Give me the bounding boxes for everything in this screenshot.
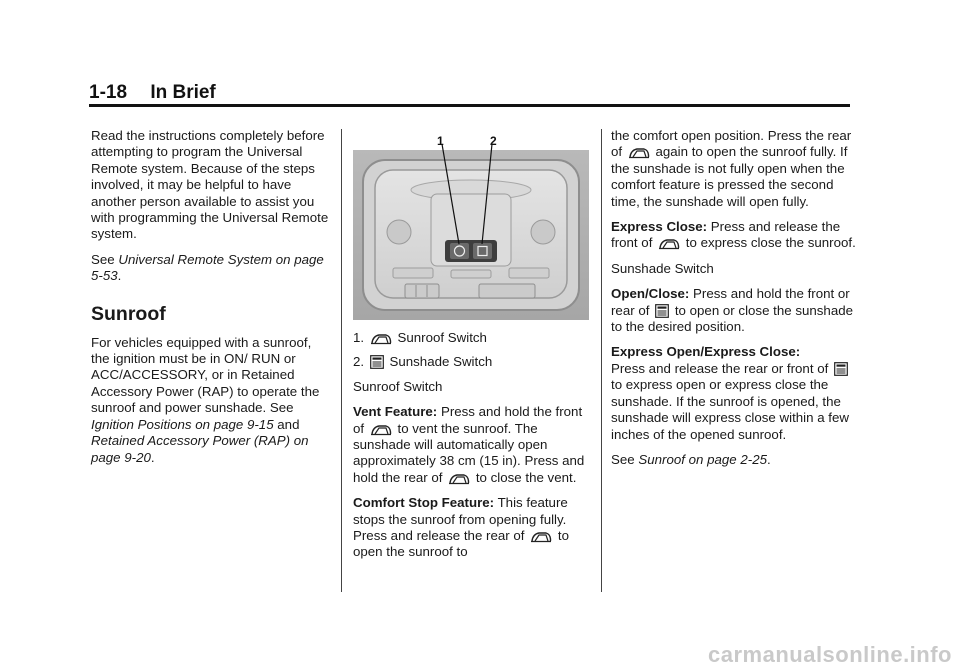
list-item: 2. Sunshade Switch (353, 354, 493, 370)
see-sunroof: See Sunroof on page 2-25. (611, 451, 771, 467)
sunroof-icon (658, 238, 680, 250)
sunshade-icon (655, 304, 669, 318)
paragraph-express-close: Express Close: Press and release the front of to express close the sunroof. (611, 219, 856, 251)
list-item: 1. Sunroof Switch (353, 330, 487, 345)
paragraph-comfort-continued: the comfort open position. Press the rear of again to open the sunroof fully. If the sunshade is not fully open when the comfort feature is pressed the second time, the sunshade will open fully. (611, 128, 852, 209)
sunroof-icon (628, 147, 650, 159)
column-1 (91, 128, 331, 475)
overhead-console-figure (353, 132, 589, 320)
page-header (89, 82, 849, 104)
sunroof-icon (448, 473, 470, 485)
sunroof-icon (370, 333, 392, 345)
header-rule (89, 104, 850, 107)
sunshade-icon (370, 355, 384, 369)
column-3 (611, 128, 856, 477)
see-universal-remote: See Universal Remote System on page 5-53. (91, 251, 324, 284)
watermark: carmanualsonline.info (708, 642, 952, 667)
paragraph-open-close: Open/Close: Press and hold the front or rear of to open or close the sunshade to the desired position. (611, 286, 854, 335)
subheading-sunroof-switch: Sunroof Switch (353, 378, 443, 394)
paragraph-express-open-close: Express Open/Express Close: Press and release the rear or front of to express open or express close the sunshade. If the sunroof is opened, the sunshade will express close within a few inches of the opened sunroof. (611, 344, 849, 442)
column-divider-2 (601, 129, 602, 592)
section-heading-sunroof: Sunroof (91, 302, 166, 325)
paragraph-sunroof-intro: For vehicles equipped with a sunroof, the ignition must be in ON/ RUN or ACC/ACCESSORY, or in Retained Accessory Power (RAP) to operate the sunroof and power sunshade. See Ignition Positions on page 9-15 and Retained Accessory Power (RAP) on page 9-20. (91, 334, 320, 465)
sunshade-icon (834, 362, 848, 376)
column-divider-1 (341, 129, 342, 592)
page-number: 1-18 (89, 82, 128, 103)
paragraph-vent-feature: Vent Feature: Press and hold the front of to vent the sunroof. The sunshade will automatically open approximately 38 cm (15 in). Press and hold the rear of to close the vent. (353, 404, 585, 485)
cross-reference-link[interactable]: Universal Remote System on page 5-53 (91, 251, 324, 284)
callout-2: 2 (490, 134, 497, 148)
overhead-console-illustration (353, 132, 589, 320)
cross-reference-link[interactable]: Retained Accessory Power (RAP) on page 9-20 (91, 433, 309, 465)
subheading-sunshade-switch: Sunshade Switch (611, 260, 714, 276)
callout-1: 1 (437, 134, 444, 148)
sunroof-icon (530, 531, 552, 543)
cross-reference-link[interactable]: Ignition Positions on page 9-15 (91, 416, 274, 432)
paragraph-comfort-stop: Comfort Stop Feature: This feature stops the sunroof from opening fully. Press and release the rear of to open the sunroof to (353, 495, 569, 560)
column-2 (353, 132, 593, 570)
section-title: In Brief (150, 82, 216, 103)
cross-reference-link[interactable]: Sunroof on page 2-25 (638, 451, 767, 467)
paragraph-universal-remote: Read the instructions completely before attempting to program the Universal Remote system. Because of the steps involved, it may be helpful to have another person available to assist you with programming the Universal Remote system. (91, 128, 329, 242)
sunroof-icon (370, 424, 392, 436)
